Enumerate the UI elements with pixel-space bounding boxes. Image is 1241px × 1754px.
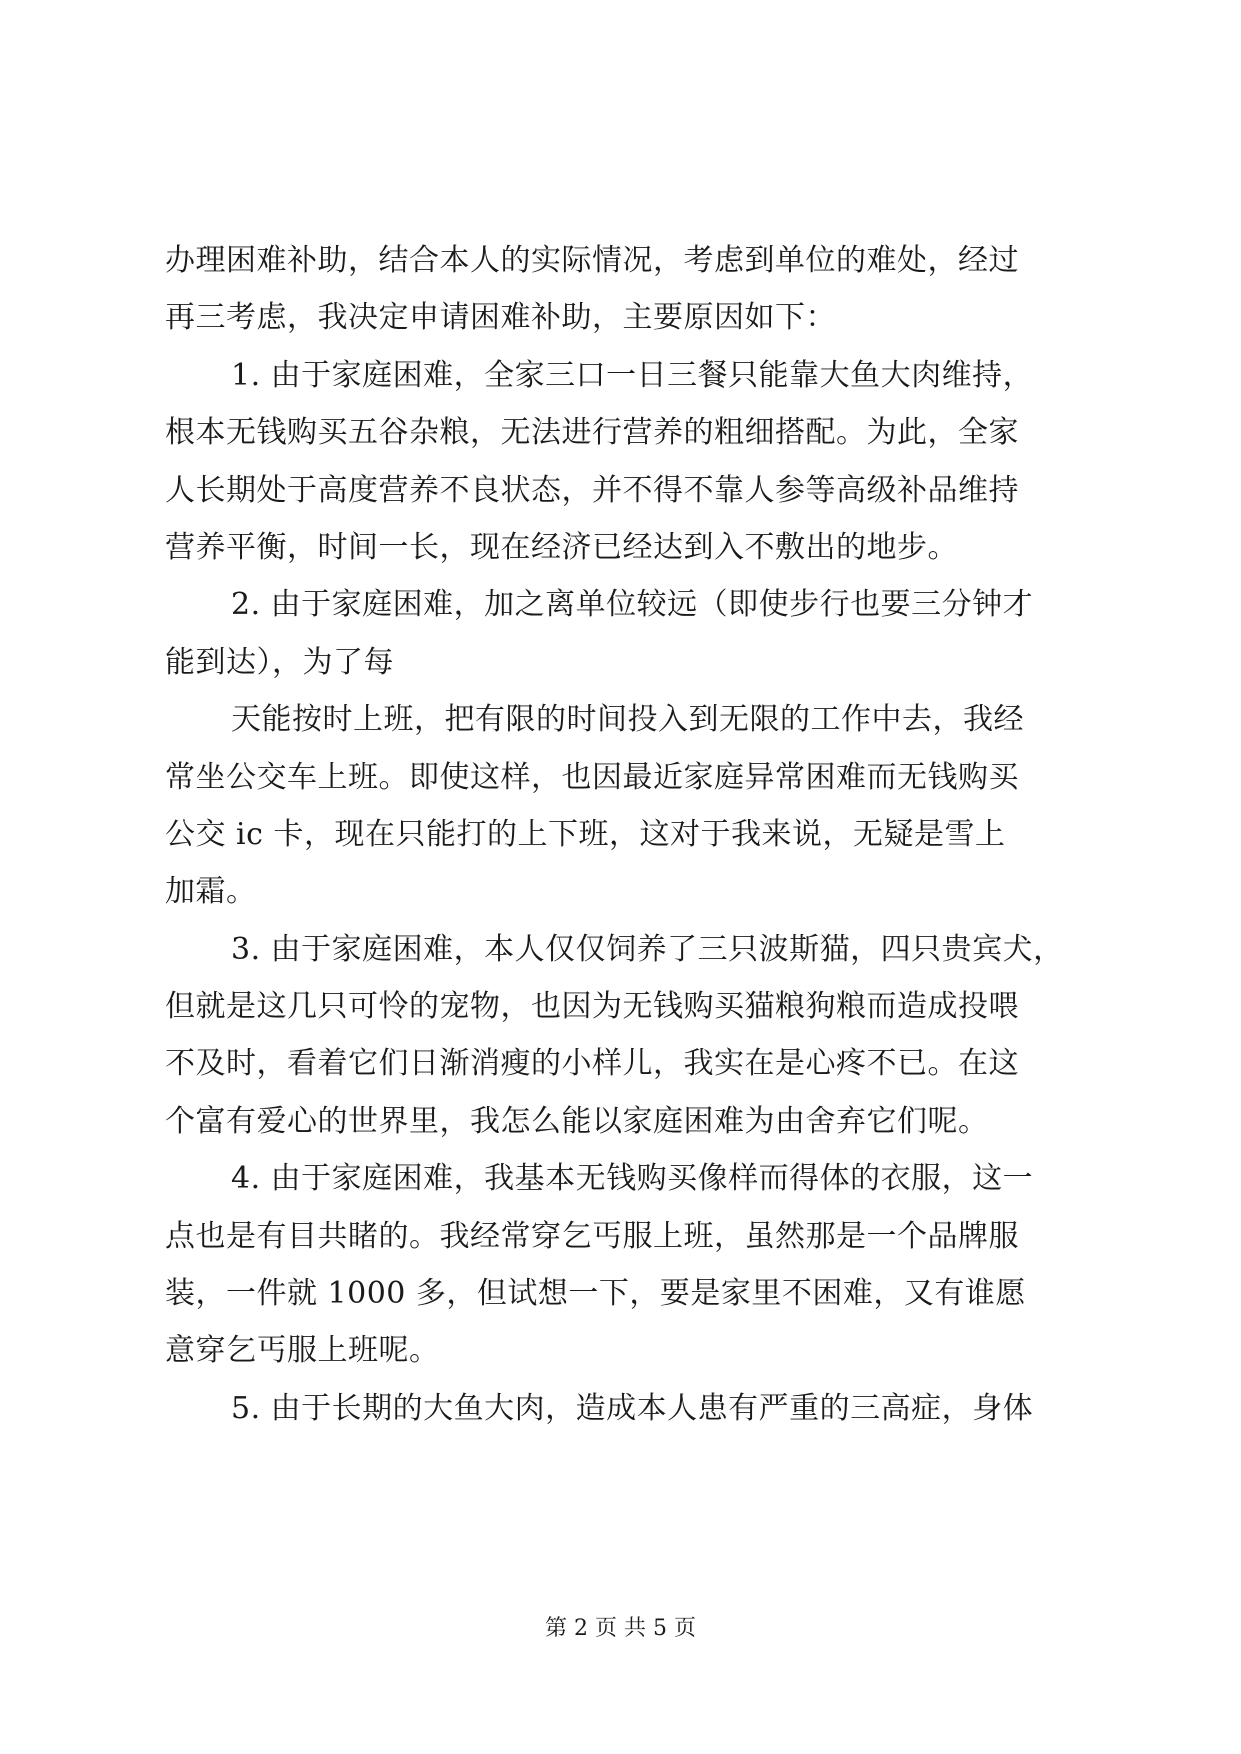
text-line: 天能按时上班，把有限的时间投入到无限的工作中去，我经: [231, 702, 1024, 738]
text-line-item-1: 1. 由于家庭困难，全家三口一日三餐只能靠大鱼大肉维持，: [231, 357, 1034, 393]
text-line: 不及时，看着它们日渐消瘦的小样儿，我实在是心疼不已。在这: [165, 1046, 1019, 1082]
text-line: 常坐公交车上班。即使这样，也因最近家庭异常困难而无钱购买: [165, 759, 1019, 795]
text-line-item-5: 5. 由于长期的大鱼大肉，造成本人患有严重的三高症，身体: [231, 1390, 1034, 1426]
text-line: 意穿乞丐服上班呢。: [165, 1333, 440, 1369]
document-body: [165, 232, 1085, 1437]
text-line: 点也是有目共睹的。我经常穿乞丐服上班，虽然那是一个品牌服: [165, 1218, 1019, 1254]
text-line: 根本无钱购买五谷杂粮，无法进行营养的粗细搭配。为此，全家: [165, 415, 1019, 451]
text-line-item-3: 3. 由于家庭困难，本人仅仅饲养了三只波斯猫，四只贵宾犬，: [231, 931, 1064, 967]
text-line: 公交 ic 卡，现在只能打的上下班，这对于我来说，无疑是雪上: [165, 816, 1006, 852]
text-line: 但就是这几只可怜的宠物，也因为无钱购买猫粮狗粮而造成投喂: [165, 989, 1019, 1025]
text-line: 再三考虑，我决定申请困难补助，主要原因如下：: [165, 300, 836, 336]
text-line: 能到达），为了每: [165, 644, 394, 680]
page-footer: [0, 1614, 1241, 1644]
text-line: 营养平衡，时间一长，现在经济已经达到入不敷出的地步。: [165, 529, 958, 565]
text-line-item-2: 2. 由于家庭困难，加之离单位较远（即使步行也要三分钟才: [231, 587, 1034, 623]
page-number-label: 第 2 页 共 5 页: [545, 1616, 696, 1641]
text-line-item-4: 4. 由于家庭困难，我基本无钱购买像样而得体的衣服，这一: [231, 1161, 1034, 1197]
text-line: 人长期处于高度营养不良状态，并不得不靠人参等高级补品维持: [165, 472, 1019, 508]
text-line: 加霜。: [165, 874, 257, 910]
text-line: 办理困难补助，结合本人的实际情况，考虑到单位的难处，经过: [165, 243, 1019, 278]
text-line: 装，一件就 1000 多，但试想一下，要是家里不困难，又有谁愿: [165, 1276, 1026, 1312]
text-line: 个富有爱心的世界里，我怎么能以家庭困难为由舍弃它们呢。: [165, 1103, 989, 1139]
